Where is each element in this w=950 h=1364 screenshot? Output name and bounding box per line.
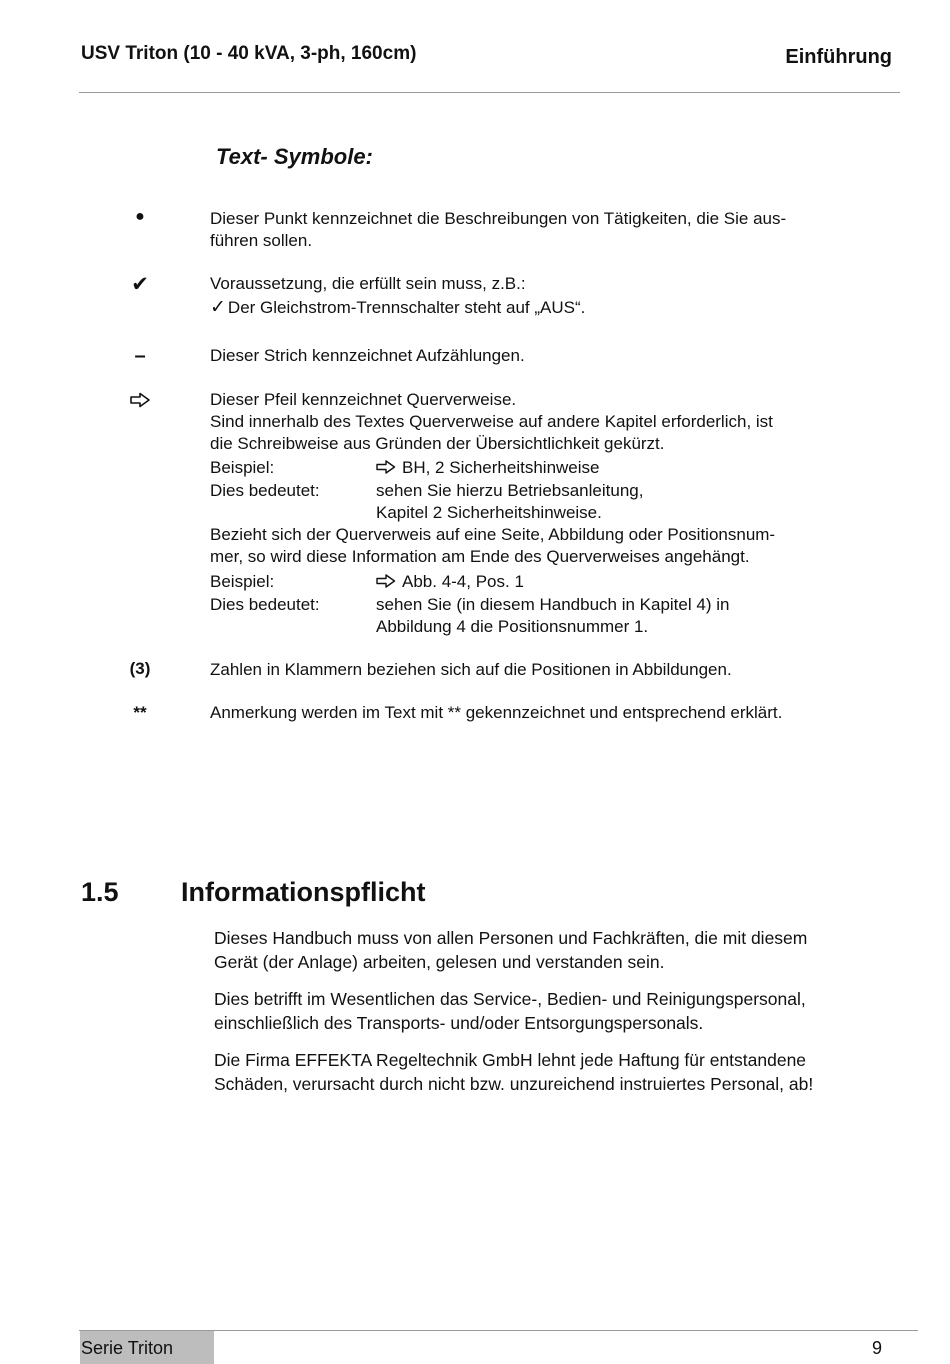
section-number: 1.5 <box>81 877 119 907</box>
section-title: Informationspflicht <box>181 877 426 907</box>
check-line-1: Voraussetzung, die erfüllt sein muss, z.B.: <box>210 274 526 293</box>
meaning-label-2: Dies bedeutet: <box>210 595 320 614</box>
checkmark-symbol: ✔ <box>131 273 149 296</box>
arrow-line-1: Dieser Pfeil kennzeichnet Querverweise. <box>210 390 517 409</box>
arrow-description-2 <box>210 524 860 568</box>
page-number: 9 <box>871 1338 882 1358</box>
bullet-symbol: ● <box>135 208 145 225</box>
meaning-value-2b: Abbildung 4 die Positionsnummer 1. <box>376 617 649 636</box>
example-value-2 <box>376 571 524 593</box>
dash-symbol: – <box>134 345 146 367</box>
check-description <box>210 273 860 319</box>
header-divider <box>79 92 900 93</box>
arrow-right-outline-svg <box>129 392 151 408</box>
number-reference-symbol: (3) <box>129 659 151 678</box>
paragraph-3-line-1: Die Firma EFFEKTA Regeltechnik GmbH lehnt jede Haftung für entstandene <box>214 1050 807 1070</box>
example-value-1-text: BH, 2 Sicherheitshinweise <box>402 458 600 477</box>
example-value-1 <box>376 457 599 479</box>
paragraph-1-line-2: Gerät (der Anlage) arbeiten, gelesen und verstanden sein. <box>214 952 665 972</box>
example-label-1: Beispiel: <box>210 458 275 477</box>
paragraph-1 <box>214 926 884 974</box>
arrow-description <box>210 389 860 455</box>
text-symbols-heading: Text- Symbole: <box>216 144 373 169</box>
bullet-line-1: Dieser Punkt kennzeichnet die Beschreibungen von Tätigkeiten, die Sie aus- <box>210 209 787 228</box>
paragraph-2-line-2: einschließlich des Transports- und/oder Entsorgungspersonals. <box>214 1013 704 1033</box>
asterisk-description: Anmerkung werden im Text mit ** gekennzeichnet und entsprechend erklärt. <box>210 703 783 722</box>
arrow-right-outline-icon <box>376 574 396 588</box>
paragraph-1-line-1: Dieses Handbuch muss von allen Personen und Fachkräften, die mit diesem <box>214 928 808 948</box>
paragraph-3 <box>214 1048 884 1096</box>
meaning-value-1a: sehen Sie hierzu Betriebsanleitung, <box>376 481 644 500</box>
example-label-2: Beispiel: <box>210 572 275 591</box>
document-header-title: USV Triton (10 - 40 kVA, 3-ph, 160cm) <box>81 43 417 64</box>
meaning-value-1b: Kapitel 2 Sicherheitshinweise. <box>376 503 602 522</box>
meaning-label-1: Dies bedeutet: <box>210 481 320 500</box>
footer-series: Serie Triton <box>81 1338 174 1358</box>
arrow2-line-2: mer, so wird diese Information am Ende des Querverweises angehängt. <box>210 547 750 566</box>
bullet-description <box>210 208 860 252</box>
paragraph-2-line-1: Dies betrifft im Wesentlichen das Service-, Bedien- und Reinigungspersonal, <box>214 989 806 1009</box>
checkmark-small-icon: ✓ <box>210 297 226 318</box>
number-reference-description: Zahlen in Klammern beziehen sich auf die Positionen in Abbildungen. <box>210 660 732 679</box>
arrow-line-3: die Schreibweise aus Gründen der Übersichtlichkeit gekürzt. <box>210 434 665 453</box>
asterisk-symbol: ** <box>133 703 147 722</box>
meaning-value-2a: sehen Sie (in diesem Handbuch in Kapitel 4) in <box>376 595 730 614</box>
paragraph-2 <box>214 987 884 1035</box>
example-value-2-text: Abb. 4-4, Pos. 1 <box>402 572 524 591</box>
check-example <box>210 297 860 319</box>
arrow2-line-1: Bezieht sich der Querverweis auf eine Seite, Abbildung oder Positionsnum- <box>210 525 776 544</box>
arrow-line-2: Sind innerhalb des Textes Querverweise auf andere Kapitel erforderlich, ist <box>210 412 773 431</box>
paragraph-3-line-2: Schäden, verursacht durch nicht bzw. unzureichend instruiertes Personal, ab! <box>214 1074 814 1094</box>
arrow-right-outline-icon <box>376 460 396 474</box>
check-example-text: Der Gleichstrom-Trennschalter steht auf „AUS“. <box>227 298 586 317</box>
dash-description: Dieser Strich kennzeichnet Aufzählungen. <box>210 346 525 365</box>
bullet-line-2: führen sollen. <box>210 231 313 250</box>
arrow-right-outline-icon <box>118 392 162 413</box>
document-header-section: Einführung <box>785 46 892 68</box>
